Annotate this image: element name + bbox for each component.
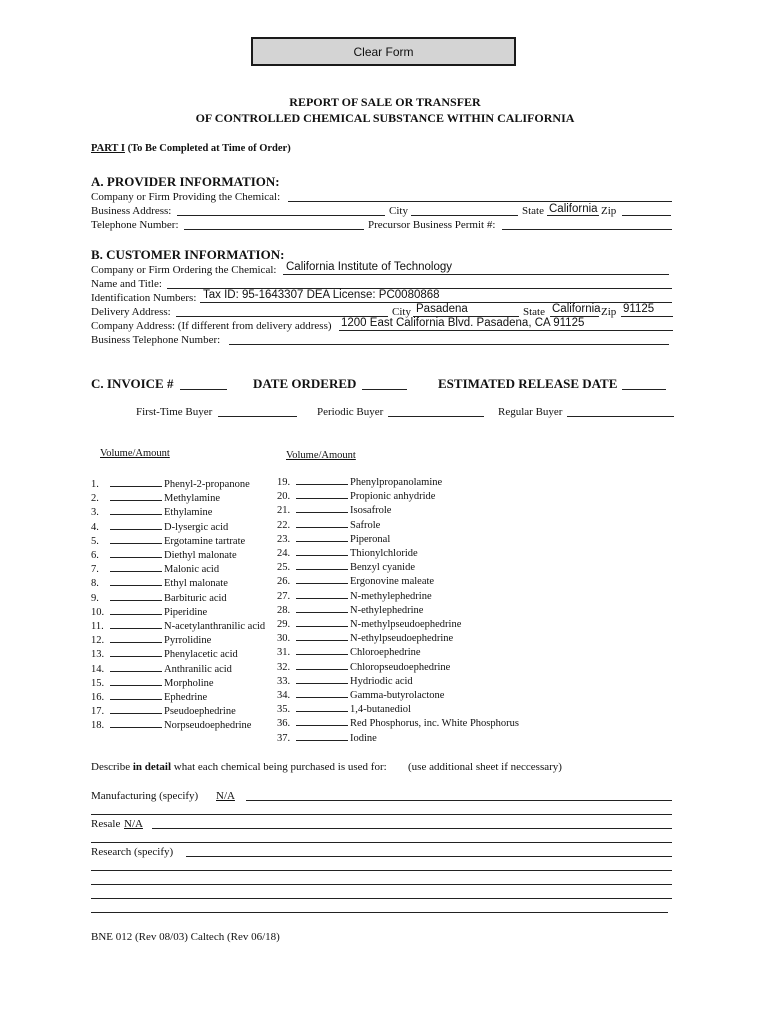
provider-address-field[interactable]: [177, 215, 385, 216]
research-field-3[interactable]: [91, 884, 672, 885]
chemical-amount-field[interactable]: [296, 617, 348, 627]
chemical-amount-field[interactable]: [110, 548, 162, 558]
provider-state-value[interactable]: California: [549, 203, 598, 215]
first-time-buyer-field[interactable]: [218, 416, 297, 417]
chemical-number: 2.: [91, 493, 99, 505]
chemical-name: Morpholine: [164, 677, 214, 689]
chemical-name: Thionylchloride: [350, 548, 418, 559]
chemical-row: [91, 505, 212, 518]
part1-heading: [91, 143, 291, 154]
chemical-row: [91, 619, 265, 632]
chemical-name: Pseudoephedrine: [164, 706, 236, 718]
chemical-number: 15.: [91, 677, 105, 689]
chemical-number: 18.: [91, 720, 105, 732]
chemical-row: [277, 489, 435, 502]
chemical-amount-field[interactable]: [296, 660, 348, 670]
research-label: Research (specify): [91, 846, 174, 858]
manufacturing-field-2[interactable]: [91, 814, 672, 815]
chemical-number: 34.: [277, 690, 291, 701]
chemical-amount-field[interactable]: [110, 704, 162, 714]
chemical-amount-field[interactable]: [296, 574, 348, 584]
chemical-row: [277, 688, 444, 701]
chemical-name: Phenylacetic acid: [164, 649, 238, 661]
chemical-row: [91, 647, 238, 660]
chemical-number: 30.: [277, 633, 291, 645]
periodic-buyer-field[interactable]: [388, 416, 484, 417]
chemical-number: 17.: [91, 706, 105, 718]
customer-state-value[interactable]: California: [552, 303, 601, 315]
chemical-number: 24.: [277, 548, 291, 559]
chemical-number: 33.: [277, 675, 291, 687]
chemical-amount-field[interactable]: [296, 475, 348, 485]
chemical-number: 13.: [91, 649, 105, 661]
part1-note: (To Be Completed at Time of Order): [127, 143, 291, 154]
chemical-amount-field[interactable]: [296, 546, 348, 556]
chemical-amount-field[interactable]: [296, 503, 348, 513]
chemical-amount-field[interactable]: [296, 603, 348, 613]
chemical-row: [277, 518, 380, 531]
volume-header-right: Volume/Amount: [286, 450, 356, 461]
provider-city-label: City: [389, 205, 408, 217]
customer-heading: B. CUSTOMER INFORMATION:: [91, 247, 285, 262]
chemical-amount-field[interactable]: [110, 662, 162, 672]
describe-suffix: what each chemical being purchased is used for:: [171, 761, 387, 773]
chemical-number: 37.: [277, 732, 291, 744]
customer-city-label: City: [392, 306, 411, 318]
chemical-row: [277, 603, 423, 616]
chemical-amount-field[interactable]: [296, 645, 348, 655]
manufacturing-value[interactable]: N/A: [216, 790, 235, 802]
chemical-amount-field[interactable]: [296, 688, 348, 698]
chemical-name: N-ethylpseudoephedrine: [350, 633, 454, 645]
customer-company-address-value[interactable]: 1200 East California Blvd. Pasadena, CA 91125: [341, 317, 585, 329]
chemical-row: [91, 718, 251, 731]
describe-note: (use additional sheet if neccessary): [408, 761, 562, 773]
chemical-name: N-acetylanthranilic acid: [164, 621, 266, 632]
chemical-amount-field[interactable]: [296, 589, 348, 599]
date-ordered-label: DATE ORDERED: [253, 376, 357, 391]
invoice-field[interactable]: [180, 389, 227, 390]
chemical-name: Phenylpropanolamine: [350, 477, 443, 488]
chemical-amount-field[interactable]: [110, 690, 162, 700]
chemical-name: N-ethylephedrine: [350, 604, 424, 616]
chemical-name: Iodine: [350, 732, 377, 744]
invoice-label: C. INVOICE #: [91, 376, 174, 391]
chemical-number: 19.: [277, 477, 291, 488]
chemical-number: 8.: [91, 578, 99, 590]
chemical-row: [277, 617, 461, 630]
chemical-name: Piperonal: [350, 533, 391, 545]
provider-zip-label: Zip: [601, 205, 617, 217]
chemical-amount-field[interactable]: [296, 731, 348, 741]
provider-company-label: Company or Firm Providing the Chemical:: [91, 191, 281, 203]
customer-company-field: [283, 274, 669, 275]
chemical-name: Ethyl malonate: [164, 578, 228, 590]
chemical-number: 3.: [91, 507, 99, 519]
chemical-number: 21.: [277, 505, 291, 517]
chemical-number: 11.: [91, 621, 104, 632]
customer-zip-label: Zip: [601, 306, 617, 318]
chemical-number: 12.: [91, 635, 105, 647]
customer-phone-label: Business Telephone Number:: [91, 334, 221, 346]
chemical-name: Diethyl malonate: [164, 550, 237, 561]
chemical-row: [91, 676, 214, 689]
chemical-number: 4.: [91, 521, 99, 533]
customer-company-label: Company or Firm Ordering the Chemical:: [91, 264, 277, 276]
chemical-name: Ethylamine: [164, 507, 213, 519]
chemical-number: 9.: [91, 592, 99, 604]
chemical-amount-field[interactable]: [296, 674, 348, 684]
chemical-row: [277, 702, 411, 715]
describe-line: [91, 761, 387, 773]
customer-name-label: Name and Title:: [91, 278, 162, 290]
chemical-row: [277, 631, 453, 644]
chemical-amount-field[interactable]: [110, 591, 162, 601]
report-title-line2: OF CONTROLLED CHEMICAL SUBSTANCE WITHIN CALIFORNIA: [195, 111, 575, 125]
chemical-name: 1,4-butanediol: [350, 704, 411, 716]
customer-state-label: State: [523, 306, 545, 318]
describe-prefix: Describe: [91, 761, 133, 773]
chemical-number: 31.: [277, 647, 291, 659]
chemical-name: Chloroephedrine: [350, 647, 421, 659]
chemical-amount-field[interactable]: [296, 702, 348, 712]
clear-form-button[interactable]: Clear Form: [251, 37, 516, 66]
chemical-amount-field[interactable]: [110, 633, 162, 643]
chemical-name: Phenyl-2-propanone: [164, 479, 250, 490]
chemical-name: Malonic acid: [164, 564, 220, 576]
chemical-name: Gamma-butyrolactone: [350, 690, 445, 701]
chemical-name: Piperidine: [164, 606, 208, 618]
chemical-row: [91, 520, 228, 533]
chemical-name: Hydriodic acid: [350, 675, 413, 687]
volume-header-left: Volume/Amount: [100, 448, 170, 459]
research-field-4[interactable]: [91, 898, 672, 899]
chemical-row: [277, 546, 418, 559]
chemical-row: [91, 534, 245, 547]
chemical-amount-field[interactable]: [296, 716, 348, 726]
chemical-row: [277, 532, 390, 545]
chemical-amount-field[interactable]: [296, 631, 348, 641]
customer-company-address-label: Company Address: (If different from delivery address): [91, 320, 332, 332]
chemical-number: 27.: [277, 590, 291, 602]
chemical-number: 25.: [277, 562, 291, 574]
chemical-number: 14.: [91, 663, 105, 675]
research-field-5[interactable]: [91, 912, 668, 913]
chemical-row: [277, 589, 432, 602]
chemical-number: 20.: [277, 491, 291, 503]
chemical-number: 28.: [277, 604, 291, 616]
customer-delivery-label: Delivery Address:: [91, 306, 171, 318]
resale-field[interactable]: [152, 828, 672, 829]
provider-state-label: State: [522, 205, 544, 217]
release-date-label: ESTIMATED RELEASE DATE: [438, 376, 618, 391]
chemical-amount-field[interactable]: [110, 647, 162, 657]
resale-label: Resale: [91, 818, 121, 830]
chemical-row: [277, 731, 377, 744]
regular-buyer-label: Regular Buyer: [498, 406, 563, 418]
chemical-amount-field[interactable]: [110, 520, 162, 530]
chemical-name: D-lysergic acid: [164, 521, 229, 533]
chemical-number: 29.: [277, 619, 291, 630]
research-field[interactable]: [186, 856, 672, 857]
chemical-amount-field[interactable]: [110, 576, 162, 586]
chemical-name: Barbituric acid: [164, 592, 227, 604]
resale-field-2[interactable]: [91, 842, 672, 843]
report-title-line1: REPORT OF SALE OR TRANSFER: [289, 95, 481, 109]
provider-permit-label: Precursor Business Permit #:: [368, 219, 496, 231]
chemical-number: 7.: [91, 564, 99, 576]
chemical-amount-field[interactable]: [110, 605, 162, 615]
chemical-amount-field[interactable]: [110, 676, 162, 686]
chemical-number: 22.: [277, 519, 291, 531]
chemical-row: [91, 491, 220, 504]
chemical-name: Propionic anhydride: [350, 491, 436, 503]
provider-state-field: [547, 215, 599, 216]
chemical-name: Ergonovine maleate: [350, 576, 435, 588]
provider-city-field[interactable]: [411, 215, 518, 216]
chemical-row: [91, 548, 237, 561]
research-field-2[interactable]: [91, 870, 672, 871]
provider-phone-label: Telephone Number:: [91, 219, 179, 231]
chemical-row: [277, 716, 519, 729]
provider-address-label: Business Address:: [91, 205, 172, 217]
resale-value[interactable]: N/A: [124, 818, 143, 830]
chemical-row: [277, 560, 415, 573]
chemical-number: 36.: [277, 718, 291, 730]
provider-permit-field[interactable]: [502, 229, 672, 230]
chemical-name: Methylamine: [164, 493, 220, 505]
customer-city-value[interactable]: Pasadena: [416, 303, 468, 315]
chemical-row: [91, 591, 227, 604]
chemical-row: [91, 562, 219, 575]
customer-phone-field[interactable]: [229, 344, 669, 345]
chemical-name: N-methylpseudoephedrine: [350, 619, 462, 630]
chemical-row: [91, 477, 250, 490]
chemical-name: Safrole: [350, 519, 381, 531]
chemical-amount-field[interactable]: [296, 518, 348, 528]
chemical-row: [91, 662, 232, 675]
chemical-number: 10.: [91, 606, 105, 618]
periodic-buyer-label: Periodic Buyer: [317, 406, 384, 418]
date-ordered-field[interactable]: [362, 389, 407, 390]
chemical-amount-field[interactable]: [296, 560, 348, 570]
part1-label: PART I: [91, 143, 125, 154]
provider-company-field[interactable]: [288, 201, 672, 202]
chemical-row: [91, 576, 228, 589]
chemical-amount-field[interactable]: [110, 505, 162, 515]
chemical-amount-field[interactable]: [110, 491, 162, 501]
chemical-number: 23.: [277, 533, 291, 545]
chemical-amount-field[interactable]: [110, 477, 162, 487]
chemical-name: Red Phosphorus, inc. White Phosphorus: [350, 718, 519, 730]
chemical-amount-field[interactable]: [110, 534, 162, 544]
chemical-name: Ergotamine tartrate: [164, 535, 246, 547]
chemical-name: Chloropseudoephedrine: [350, 661, 451, 673]
customer-id-value[interactable]: Tax ID: 95-1643307 DEA License: PC0080868: [203, 289, 440, 301]
chemical-amount-field[interactable]: [110, 619, 162, 629]
chemical-name: N-methylephedrine: [350, 590, 432, 602]
chemical-row: [277, 574, 434, 587]
chemical-number: 6.: [91, 550, 99, 561]
customer-zip-value[interactable]: 91125: [623, 303, 655, 315]
chemical-number: 5.: [91, 535, 99, 547]
chemical-row: [91, 633, 211, 646]
chemical-name: Pyrrolidine: [164, 635, 212, 647]
chemical-row: [277, 645, 421, 658]
customer-zip-field: [621, 316, 673, 317]
first-time-buyer-label: First-Time Buyer: [136, 406, 213, 418]
chemical-number: 16.: [91, 692, 105, 703]
chemical-number: 35.: [277, 704, 291, 716]
customer-company-value[interactable]: California Institute of Technology: [286, 261, 452, 273]
customer-id-label: Identification Numbers:: [91, 292, 197, 304]
customer-company-address-field: [339, 330, 673, 331]
release-date-field[interactable]: [622, 389, 666, 390]
provider-phone-field[interactable]: [184, 229, 364, 230]
manufacturing-label: Manufacturing (specify): [91, 790, 199, 802]
chemical-row: [91, 690, 207, 703]
chemical-row: [91, 605, 207, 618]
chemical-name: Isosafrole: [350, 505, 392, 517]
chemical-row: [277, 674, 413, 687]
chemical-amount-field[interactable]: [296, 489, 348, 499]
chemical-name: Benzyl cyanide: [350, 562, 416, 574]
provider-heading: A. PROVIDER INFORMATION:: [91, 174, 280, 189]
chemical-row: [91, 704, 236, 717]
chemical-number: 32.: [277, 661, 291, 673]
chemical-name: Ephedrine: [164, 692, 208, 703]
chemical-row: [277, 503, 391, 516]
describe-bold: in detail: [132, 761, 172, 773]
chemical-number: 26.: [277, 576, 291, 588]
chemical-row: [277, 660, 450, 673]
regular-buyer-field[interactable]: [567, 416, 674, 417]
chemical-row: [277, 475, 442, 488]
chemical-number: 1.: [91, 479, 99, 490]
chemical-amount-field[interactable]: [296, 532, 348, 542]
chemical-amount-field[interactable]: [110, 718, 162, 728]
chemical-name: Norpseudoephedrine: [164, 720, 252, 732]
chemical-amount-field[interactable]: [110, 562, 162, 572]
chemical-name: Anthranilic acid: [164, 663, 232, 675]
provider-zip-field[interactable]: [622, 215, 671, 216]
form-footer: BNE 012 (Rev 08/03) Caltech (Rev 06/18): [91, 931, 280, 943]
manufacturing-field[interactable]: [246, 800, 672, 801]
